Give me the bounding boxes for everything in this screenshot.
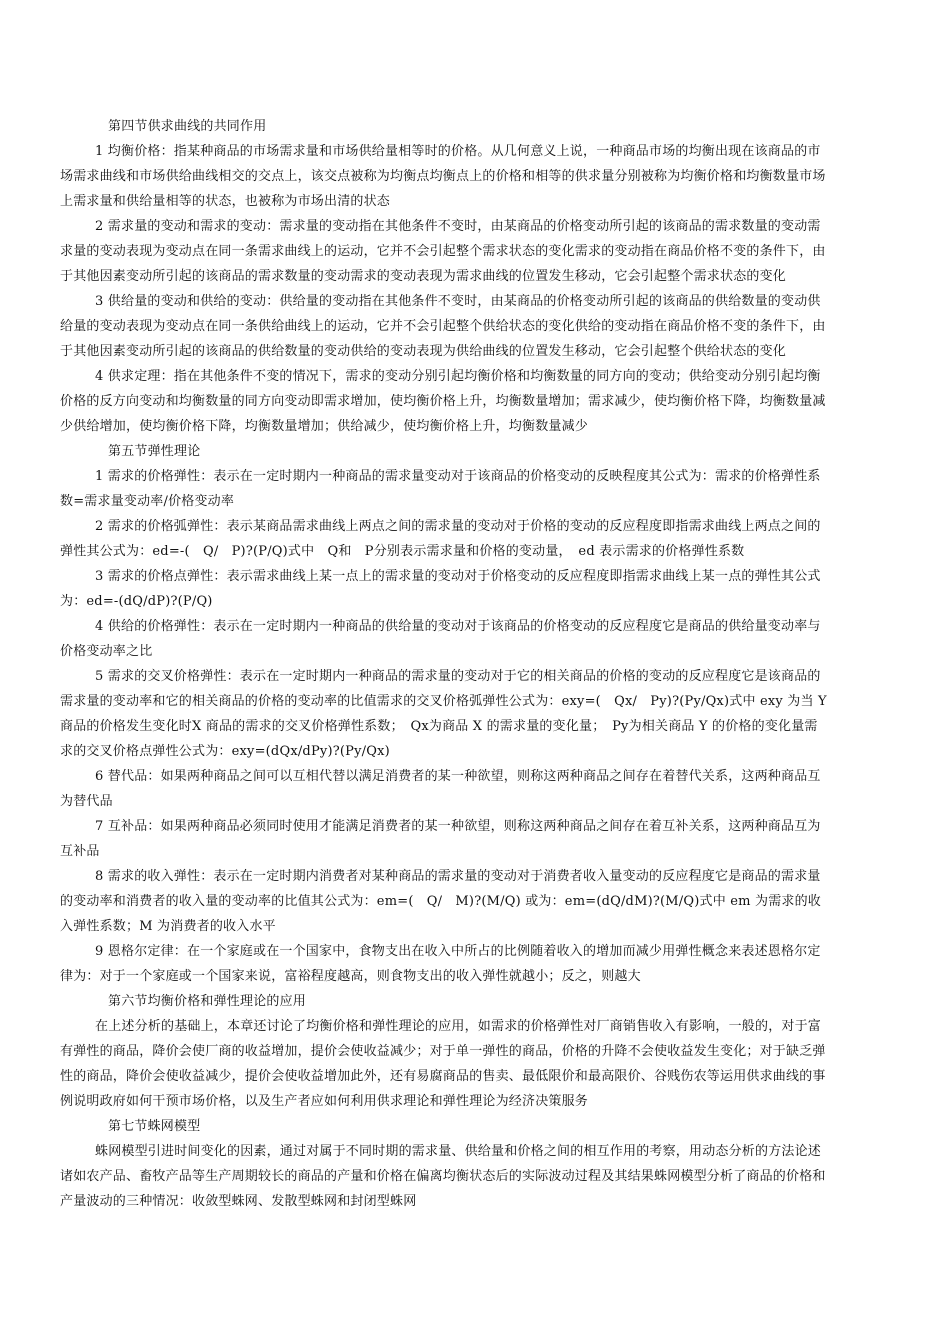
paragraph-line: 互补品 [60, 844, 100, 859]
paragraph-line: 例说明政府如何干预市场价格，以及生产者应如何利用供求理论和弹性理论为经济决策服务 [60, 1094, 589, 1109]
paragraph-line: 的变动率和消费者的收入量的变动率的比值其公式为：em=( Q/ M)?(M/Q) 或为：em=(dQ/dM)?(M/Q)式中 em 为需求的收 [60, 894, 821, 909]
paragraph-line: 求的交叉价格点弹性公式为：exy=(dQx/dPy)?(Py/Qx) [60, 744, 390, 759]
paragraph-line: 9 恩格尔定律：在一个家庭或在一个国家中，食物支出在收入中所占的比例随着收入的增加而减少用弹性概念来表述恩格尔定 [95, 944, 821, 959]
paragraph-line: 在上述分析的基础上，本章还讨论了均衡价格和弹性理论的应用，如需求的价格弹性对厂商销售收入有影响，一般的，对于富 [95, 1019, 822, 1034]
section-heading: 第六节均衡价格和弹性理论的应用 [108, 994, 307, 1009]
paragraph-line: 有弹性的商品，降价会使厂商的收益增加，提价会使收益减少；对于单一弹性的商品，价格的升降不会使收益发生变化；对于缺乏弹 [60, 1044, 826, 1059]
paragraph-line: 4 供给的价格弹性：表示在一定时期内一种商品的供给量的变动对于该商品的价格变动的反应程度它是商品的供给量变动率与 [95, 619, 821, 634]
paragraph-line: 为：ed=-(dQ/dP)?(P/Q) [60, 594, 213, 609]
paragraph-line: 5 需求的交叉价格弹性：表示在一定时期内一种商品的需求量的变动对于它的相关商品的价格的变动的反应程度它是该商品的 [95, 669, 821, 684]
paragraph-line: 2 需求的价格弧弹性：表示某商品需求曲线上两点之间的需求量的变动对于价格的变动的反应程度即指需求曲线上两点之间的 [95, 519, 821, 534]
paragraph-line: 弹性其公式为：ed=-( Q/ P)?(P/Q)式中 Q和 P分别表示需求量和价格的变动量， ed 表示需求的价格弹性系数 [60, 544, 745, 559]
paragraph-line: 上需求量和供给量相等的状态，也被称为市场出清的状态 [60, 194, 391, 209]
paragraph-line: 1 需求的价格弹性：表示在一定时期内一种商品的需求量变动对于该商品的价格变动的反映程度其公式为：需求的价格弹性系 [95, 469, 821, 484]
paragraph-line: 入弹性系数；M 为消费者的收入水平 [60, 919, 276, 934]
paragraph-line: 为替代品 [60, 794, 113, 809]
paragraph-line: 需求量的变动率和它的相关商品的价格的变动率的比值需求的交叉价格弧弹性公式为：exy=( Qx/ Py)?(Py/Qx)式中 exy 为当 Y [60, 694, 827, 709]
paragraph-line: 4 供求定理：指在其他条件不变的情况下，需求的变动分别引起均衡价格和均衡数量的同方向的变动；供给变动分别引起均衡 [95, 369, 821, 384]
paragraph-line: 求量的变动表现为变动点在同一条需求曲线上的运动，它并不会引起整个需求状态的变化需求的变动指在商品价格不变的条件下，由 [60, 244, 826, 259]
paragraph-line: 7 互补品：如果两种商品必须同时使用才能满足消费者的某一种欲望，则称这两种商品之间存在着互补关系，这两种商品互为 [95, 819, 821, 834]
section-heading: 第七节蛛网模型 [108, 1119, 201, 1134]
paragraph-line: 蛛网模型引进时间变化的因素，通过对属于不同时期的需求量、供给量和价格之间的相互作用的考察，用动态分析的方法论述 [95, 1144, 822, 1159]
paragraph-line: 数=需求量变动率/价格变动率 [60, 494, 235, 509]
section-heading: 第四节供求曲线的共同作用 [108, 119, 267, 134]
paragraph-line: 6 替代品：如果两种商品之间可以互相代替以满足消费者的某一种欲望，则称这两种商品之间存在着替代关系，这两种商品互 [95, 769, 821, 784]
paragraph-line: 价格的反方向变动和均衡数量的同方向变动即需求增加，使均衡价格上升，均衡数量增加；需求减少，使均衡价格下降，均衡数量减 [60, 394, 826, 409]
paragraph-line: 诸如农产品、畜牧产品等生产周期较长的商品的产量和价格在偏离均衡状态后的实际波动过程及其结果蛛网模型分析了商品的价格和 [60, 1169, 826, 1184]
paragraph-line: 价格变动率之比 [60, 644, 153, 659]
paragraph-line: 于其他因素变动所引起的该商品的需求数量的变动需求的变动表现为需求曲线的位置发生移动，它会引起整个需求状态的变化 [60, 269, 787, 284]
paragraph-line: 商品的价格发生变化时X 商品的需求的交叉价格弹性系数； Qx为商品 X 的需求量的变化量； Py为相关商品 Y 的价格的变化量需 [60, 719, 818, 734]
paragraph-line: 产量波动的三种情况：收敛型蛛网、发散型蛛网和封闭型蛛网 [60, 1194, 417, 1209]
paragraph-line: 场需求曲线和市场供给曲线相交的交点上，该交点被称为均衡点均衡点上的价格和相等的供求量分别被称为均衡价格和均衡数量市场 [60, 169, 826, 184]
paragraph-line: 1 均衡价格：指某种商品的市场需求量和市场供给量相等时的价格。从几何意义上说，一种商品市场的均衡出现在该商品的市 [95, 144, 821, 159]
paragraph-line: 3 供给量的变动和供给的变动：供给量的变动指在其他条件不变时，由某商品的价格变动所引起的该商品的供给数量的变动供 [95, 294, 821, 309]
paragraph-line: 给量的变动表现为变动点在同一条供给曲线上的运动，它并不会引起整个供给状态的变化供给的变动指在商品价格不变的条件下，由 [60, 319, 826, 334]
paragraph-line: 性的商品，降价会使收益减少，提价会使收益增加此外，还有易腐商品的售卖、最低限价和最高限价、谷贱伤农等运用供求曲线的事 [60, 1069, 826, 1084]
paragraph-line: 于其他因素变动所引起的该商品的供给数量的变动供给的变动表现为供给曲线的位置发生移动，它会引起整个供给状态的变化 [60, 344, 787, 359]
section-heading: 第五节弹性理论 [108, 444, 201, 459]
paragraph-line: 2 需求量的变动和需求的变动：需求量的变动指在其他条件不变时，由某商品的价格变动所引起的该商品的需求数量的变动需 [95, 219, 821, 234]
paragraph-line: 少供给增加，使均衡价格下降，均衡数量增加；供给减少，使均衡价格上升，均衡数量减少 [60, 419, 589, 434]
paragraph-line: 8 需求的收入弹性：表示在一定时期内消费者对某种商品的需求量的变动对于消费者收入量变动的反应程度它是商品的需求量 [95, 869, 821, 884]
paragraph-line: 律为：对于一个家庭或一个国家来说，富裕程度越高，则食物支出的收入弹性就越小；反之，则越大 [60, 969, 641, 984]
paragraph-line: 3 需求的价格点弹性：表示需求曲线上某一点上的需求量的变动对于价格变动的反应程度即指需求曲线上某一点的弹性其公式 [95, 569, 821, 584]
